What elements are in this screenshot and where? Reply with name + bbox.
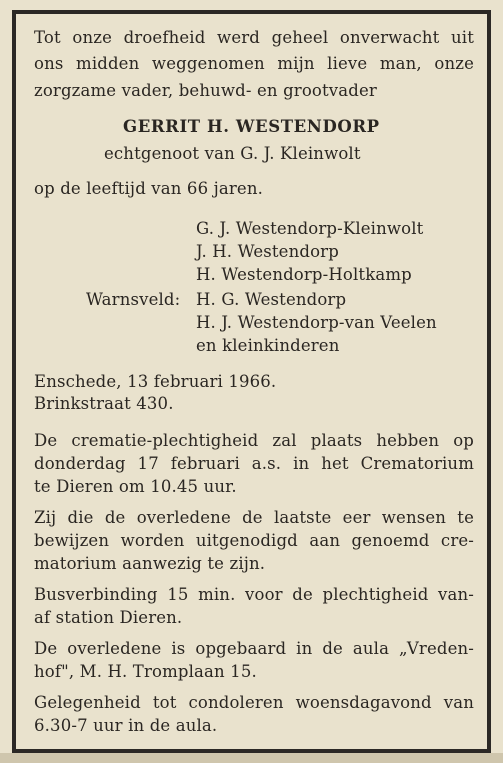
family-member-2: J. H. Westendorp (196, 242, 339, 261)
laid-out-line-2: hof", M. H. Tromplaan 15. (34, 662, 257, 681)
intro-line-2: ons midden weggenomen mijn lieve man, onze (34, 54, 474, 73)
condolence-line-2: 6.30-7 uur in de aula. (34, 716, 218, 735)
invitation-line-2: bewijzen worden uitgenodigd aan genoemd cre- (34, 531, 474, 550)
invitation-line-1: Zij die de overledene de laatste eer wensen te (34, 508, 474, 527)
address: Brinkstraat 430. (34, 394, 174, 413)
laid-out-line-1: De overledene is opgebaard in de aula „Vreden- (34, 639, 474, 658)
invitation-line-3: matorium aanwezig te zijn. (34, 554, 266, 573)
cremation-line-3: te Dieren om 10.45 uur. (34, 477, 237, 496)
cremation-line-2: donderdag 17 februari a.s. in het Crematorium (34, 454, 474, 473)
page-bottom-edge (0, 753, 503, 763)
family-member-1: G. J. Westendorp-Kleinwolt (196, 219, 424, 238)
spouse-line: echtgenoot van G. J. Kleinwolt (104, 144, 361, 163)
warnsveld-label: Warnsveld: (86, 290, 181, 309)
cremation-line-1: De crematie-plechtigheid zal plaats hebben op (34, 431, 474, 450)
bus-line-1: Busverbinding 15 min. voor de plechtigheid van- (34, 585, 474, 604)
intro-line-3: zorgzame vader, behuwd- en grootvader (34, 81, 377, 100)
age-line: op de leeftijd van 66 jaren. (34, 179, 264, 198)
bus-line-2: af station Dieren. (34, 608, 183, 627)
warnsveld-member-1: H. G. Westendorp (196, 290, 347, 309)
place-date: Enschede, 13 februari 1966. (34, 372, 277, 391)
warnsveld-member-3: en kleinkinderen (196, 336, 340, 355)
family-member-3: H. Westendorp-Holtkamp (196, 265, 412, 284)
warnsveld-member-2: H. J. Westendorp-van Veelen (196, 313, 437, 332)
intro-line-1: Tot onze droefheid werd geheel onverwacht uit (34, 28, 474, 47)
condolence-line-1: Gelegenheid tot condoleren woensdagavond van (34, 693, 474, 712)
deceased-name: GERRIT H. WESTENDORP (123, 117, 380, 136)
